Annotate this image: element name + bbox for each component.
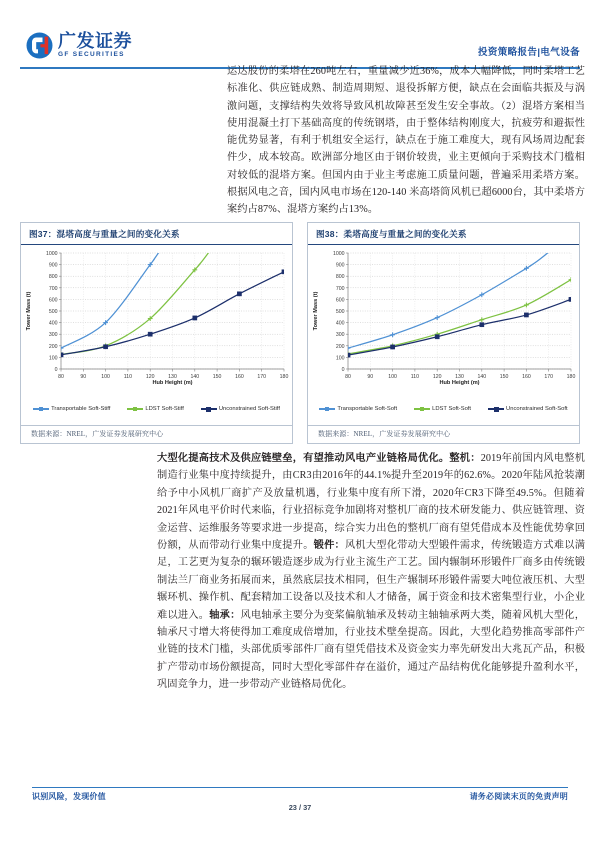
svg-text:300: 300 <box>48 332 58 339</box>
svg-text:160: 160 <box>235 374 244 380</box>
figure-37-body <box>21 245 292 425</box>
figure-37 <box>20 222 293 444</box>
figure-38-body <box>308 245 579 425</box>
svg-text:90: 90 <box>80 374 87 380</box>
legend-label: Unconstrained Soft-Stiff <box>218 406 280 412</box>
logo-text-cn: 广发证券 <box>58 31 132 52</box>
legend-label: LDST Soft-Soft <box>432 406 472 412</box>
legend-swatch-icon <box>488 406 504 412</box>
svg-text:140: 140 <box>190 374 200 380</box>
svg-text:80: 80 <box>345 374 351 380</box>
svg-text:180: 180 <box>279 374 289 380</box>
svg-text:400: 400 <box>48 320 58 327</box>
legend-swatch-icon <box>33 406 49 412</box>
figure-38-source: 数据来源：NREL，广发证券发展研究中心 <box>308 425 579 443</box>
body-text-3: 风电轴承主要分为变桨偏航轴承及转动主轴轴承两大类，随着风机大型化，轴承尺寸增大将使得加工难度成倍增加，行业技术壁垒提高。因此，大型化趋势推高零部件产业链的技术门槛，头部优质零部件厂商有望凭借技术及资金实力率先研发出大兆瓦产品，积极扩产带动市场份额提高，同时大型化零部件存在溢价，通过产品结构优化能够提升盈利水平，巩固竞争力，进一步带动产业链格局优化。 <box>157 609 585 691</box>
svg-text:130: 130 <box>168 374 177 380</box>
svg-text:1000: 1000 <box>45 251 58 257</box>
svg-text:130: 130 <box>455 374 464 380</box>
chart-37-legend <box>21 406 292 412</box>
svg-text:80: 80 <box>58 374 64 380</box>
figure-37-source: 数据来源：NREL，广发证券发展研究中心 <box>21 425 292 443</box>
intro-paragraph: 运达股份的柔塔在260吨左右，重量减少近36%，成本大幅降低，同时柔塔工艺标准化、供应链成熟、制造周期短、退役拆解方便，缺点在会面临共振及与涡激问题，支撑结构失效将导致风机故障甚至发生安全事故。（2）混塔方案相当使用混凝土打下基础高度的传统钢塔，由于整体结构刚度大，抗疲劳和避振性能优势显著，有利于机组安全运行，缺点在于施工难度大，现有风场周边配套件少，成本较高。欧洲部分地区由于钢价较贵，业主更倾向于采购技术门槛相对较低的混塔方案。但国内由于业主考虑施工质量问题，普遍采用柔塔方案。根据风电之音，国内风电市场在120-140 米高塔筒风机已超6000台，其中柔塔方案约占87%、混塔方案约占13%。 <box>227 66 585 216</box>
legend-swatch-icon <box>201 406 217 412</box>
figure-37-caption: 混塔高度与重量之间的变化关系 <box>56 229 180 239</box>
svg-text:120: 120 <box>145 374 155 380</box>
svg-text:160: 160 <box>522 374 531 380</box>
report-category-label: 投资策略报告|电气设备 <box>477 47 580 58</box>
svg-text:400: 400 <box>335 320 345 327</box>
svg-text:120: 120 <box>432 374 442 380</box>
figure-row <box>20 222 580 444</box>
legend-label: Transportable Soft-Soft <box>337 406 398 412</box>
footer-slogan: 识别风险，发现价值 <box>32 792 106 801</box>
figure-38 <box>307 222 580 444</box>
figure-38-label: 图38： <box>316 229 344 239</box>
svg-text:90: 90 <box>367 374 374 380</box>
svg-text:500: 500 <box>48 309 58 315</box>
figure-37-label: 图37： <box>29 229 57 239</box>
legend-swatch-icon <box>127 406 143 412</box>
svg-text:Hub Height (m): Hub Height (m) <box>439 380 480 386</box>
svg-text:100: 100 <box>48 355 58 362</box>
svg-text:900: 900 <box>48 262 58 269</box>
svg-text:100: 100 <box>335 355 345 362</box>
svg-text:800: 800 <box>48 274 58 281</box>
gf-securities-logo-icon <box>26 32 53 59</box>
svg-text:200: 200 <box>48 343 58 350</box>
svg-text:Tower Mass (t): Tower Mass (t) <box>313 291 319 331</box>
chart-37-canvas <box>21 247 292 405</box>
body-seg3-bold: 轴承： <box>209 609 241 621</box>
svg-text:Hub Height (m): Hub Height (m) <box>152 380 193 386</box>
svg-text:100: 100 <box>388 374 397 380</box>
svg-text:170: 170 <box>544 374 554 380</box>
svg-text:100: 100 <box>101 374 110 380</box>
legend-item <box>414 406 471 412</box>
svg-text:600: 600 <box>335 297 345 304</box>
svg-text:0: 0 <box>54 367 58 373</box>
chart-38-canvas <box>308 247 579 405</box>
svg-text:300: 300 <box>335 332 345 339</box>
svg-text:Tower Mass (t): Tower Mass (t) <box>26 291 32 331</box>
svg-text:150: 150 <box>499 374 509 380</box>
svg-text:0: 0 <box>341 367 345 373</box>
svg-text:150: 150 <box>212 374 222 380</box>
body-text-1: 2019年前国内风电整机制造行业集中度持续提升，由CR3由2016年的44.1%提升至2019年的62.6%。2020年陆风抢装潮给予中小风机厂商扩产及放量机遇，行业集中度有所下滑，2020年CR3下降至49.5%。但随着2021年风电平价时代来临，行业招标竞争加剧将对整机厂商的技术研发能力、供应链管理、资金运营、运维服务等要求进一步提高，综合实力出色的整机厂商有望凭借成本及性能优势拿回份额，从而带动行业集中度提升。 <box>157 453 585 552</box>
legend-item <box>33 406 110 412</box>
legend-label: Unconstrained Soft-Soft <box>506 406 568 412</box>
svg-text:140: 140 <box>477 374 487 380</box>
legend-item <box>127 406 183 412</box>
figure-38-title <box>308 223 579 245</box>
svg-text:800: 800 <box>335 274 345 281</box>
svg-text:110: 110 <box>123 374 133 380</box>
footer-divider <box>32 787 568 788</box>
legend-swatch-icon <box>414 406 430 412</box>
body-lead-bold: 大型化提高技术及供应链壁垒，有望推动风电产业链格局优化。整机： <box>157 453 481 464</box>
svg-text:200: 200 <box>335 343 345 350</box>
legend-label: LDST Soft-Stiff <box>145 406 184 412</box>
svg-text:1000: 1000 <box>332 251 345 257</box>
svg-text:700: 700 <box>48 285 58 292</box>
svg-text:900: 900 <box>335 262 345 269</box>
body-text-2: 风机大型化带动大型锻件需求，传统锻造方式难以满足，工艺更为复杂的辗环锻造逐步成为行业主流生产工艺。国内辗制环形锻件厂商多由传统锻制法兰厂商业务拓展而来，虽然底层技术相同，但生产辗制环形锻件需要大吨位液压机、大型辗环机、操作机、配套精加工设备以及技术和人才储备，属于资金和技术密集型行业，小企业难以进入。 <box>157 540 585 621</box>
svg-text:110: 110 <box>410 374 420 380</box>
legend-item <box>319 406 397 412</box>
body-seg2-bold: 锻件： <box>313 540 345 552</box>
legend-label: Transportable Soft-Stiff <box>51 406 111 412</box>
brand-logo <box>26 32 132 59</box>
svg-text:500: 500 <box>335 309 345 315</box>
page-header <box>0 0 600 72</box>
legend-item <box>201 406 280 412</box>
svg-text:700: 700 <box>335 285 345 292</box>
footer-disclaimer: 请务必阅读末页的免责声明 <box>469 792 568 801</box>
svg-text:170: 170 <box>257 374 267 380</box>
svg-text:180: 180 <box>566 374 576 380</box>
legend-swatch-icon <box>319 406 335 412</box>
figure-37-title <box>21 223 292 245</box>
body-paragraph <box>157 450 585 694</box>
page-number: 23 / 37 <box>288 803 312 812</box>
logo-text-en: GF SECURITIES <box>58 51 125 59</box>
legend-item <box>488 406 568 412</box>
chart-38-legend <box>308 406 579 412</box>
figure-38-caption: 柔塔高度与重量之间的变化关系 <box>343 229 467 239</box>
svg-text:600: 600 <box>48 297 58 304</box>
